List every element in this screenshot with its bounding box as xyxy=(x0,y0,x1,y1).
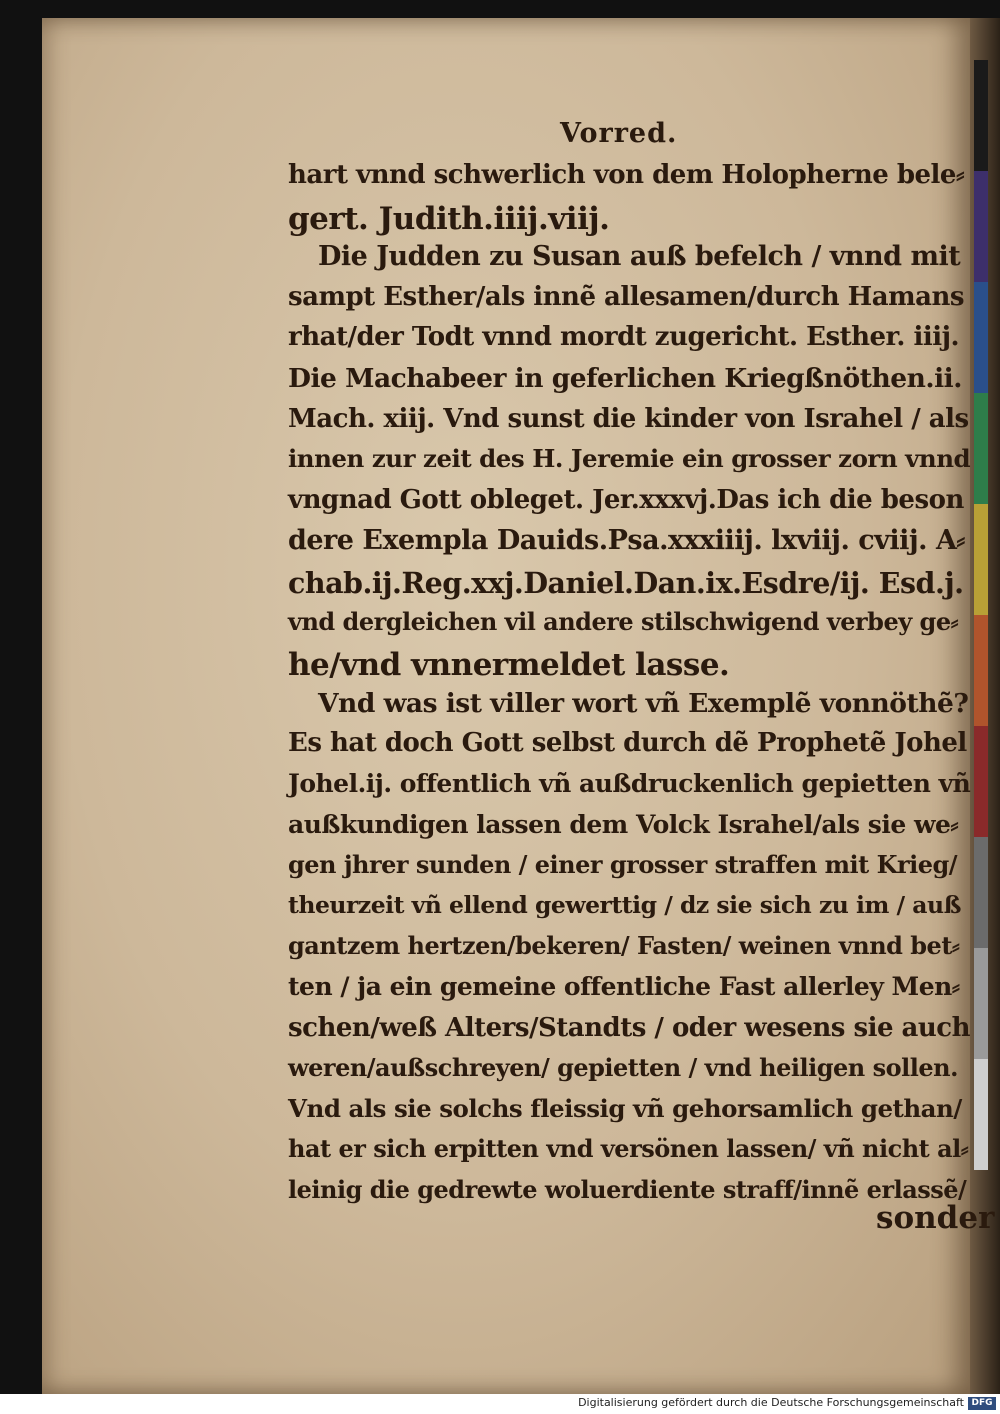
text-line: vngnad Gott obleget. Jer.xxxvj.Das ich die beson xyxy=(288,484,964,515)
text-line: außkundigen lassen dem Volck Israhel/als sie we⸗ xyxy=(288,809,959,839)
text-line: Vnd was ist viller wort vñ Exemplẽ vonnöthẽ? xyxy=(318,687,969,719)
text-line: gert. Judith.iiij.viij. xyxy=(288,200,610,237)
text-line: Vnd als sie solchs fleissig vñ gehorsamlich gethan/ xyxy=(288,1093,962,1123)
footer xyxy=(0,1394,1000,1414)
text-line: gantzem hertzen/bekeren/ Fasten/ weinen vnnd bet⸗ xyxy=(288,931,960,961)
text-line: vnd dergleichen vil andere stilschwigend verbey ge⸗ xyxy=(288,606,959,636)
text-line: hat er sich erpitten vnd versönen lassen/ vñ nicht al⸗ xyxy=(288,1134,969,1164)
text-line: Die Machabeer in geferlichen Kriegßnöthen.ii. xyxy=(288,363,962,394)
catchword: sonder xyxy=(876,1200,995,1236)
running-head: Vorred. xyxy=(560,118,678,149)
text-line: chab.ij.Reg.xxj.Daniel.Dan.ix.Esdre/ij. Esd.j. xyxy=(288,566,964,600)
color-calibration-strip xyxy=(974,60,988,1170)
text-line: Die Judden zu Susan auß befelch / vnnd mit xyxy=(318,241,961,273)
text-line: dere Exempla Dauids.Psa.xxxiiij. lxviij. cviij. A⸗ xyxy=(288,525,965,557)
text-line: leinig die gedrewte woluerdiente straff/innẽ erlassẽ/ xyxy=(288,1175,967,1204)
dfg-logo-icon: DFG xyxy=(968,1397,996,1410)
footer-credit: Digitalisierung gefördert durch die Deutsche Forschungsgemeinschaft xyxy=(578,1396,964,1409)
text-line: Johel.ij. offentlich vñ außdruckenlich gepietten vñ xyxy=(288,769,971,798)
text-line: rhat/der Todt vnnd mordt zugericht. Esther. iiij. xyxy=(288,322,960,353)
text-line: innen zur zeit des H. Jeremie ein grosser zorn vnnd xyxy=(288,444,971,474)
text-line: ten / ja ein gemeine offentliche Fast allerley Men⸗ xyxy=(288,972,960,1001)
text-line: sampt Esther/als innẽ allesamen/durch Hamans xyxy=(288,281,964,312)
text-line: schen/weß Alters/Standts / oder wesens sie auch xyxy=(288,1012,971,1043)
text-line: gen jhrer sunden / einer grosser straffen mit Krieg/ xyxy=(288,850,958,880)
text-line: he/vnd vnnermeldet lasse. xyxy=(288,647,730,684)
text-line: theurzeit vñ ellend gewerttig / dz sie sich zu im / auß xyxy=(288,890,961,919)
text-line: hart vnnd schwerlich von dem Holopherne bele⸗ xyxy=(288,160,965,190)
text-line: Es hat doch Gott selbst durch dẽ Prophetẽ Johel xyxy=(288,728,967,759)
text-line: weren/außschreyen/ gepietten / vnd heiligen sollen. xyxy=(288,1053,958,1083)
text-line: Mach. xiij. Vnd sunst die kinder von Israhel / als xyxy=(288,403,969,434)
